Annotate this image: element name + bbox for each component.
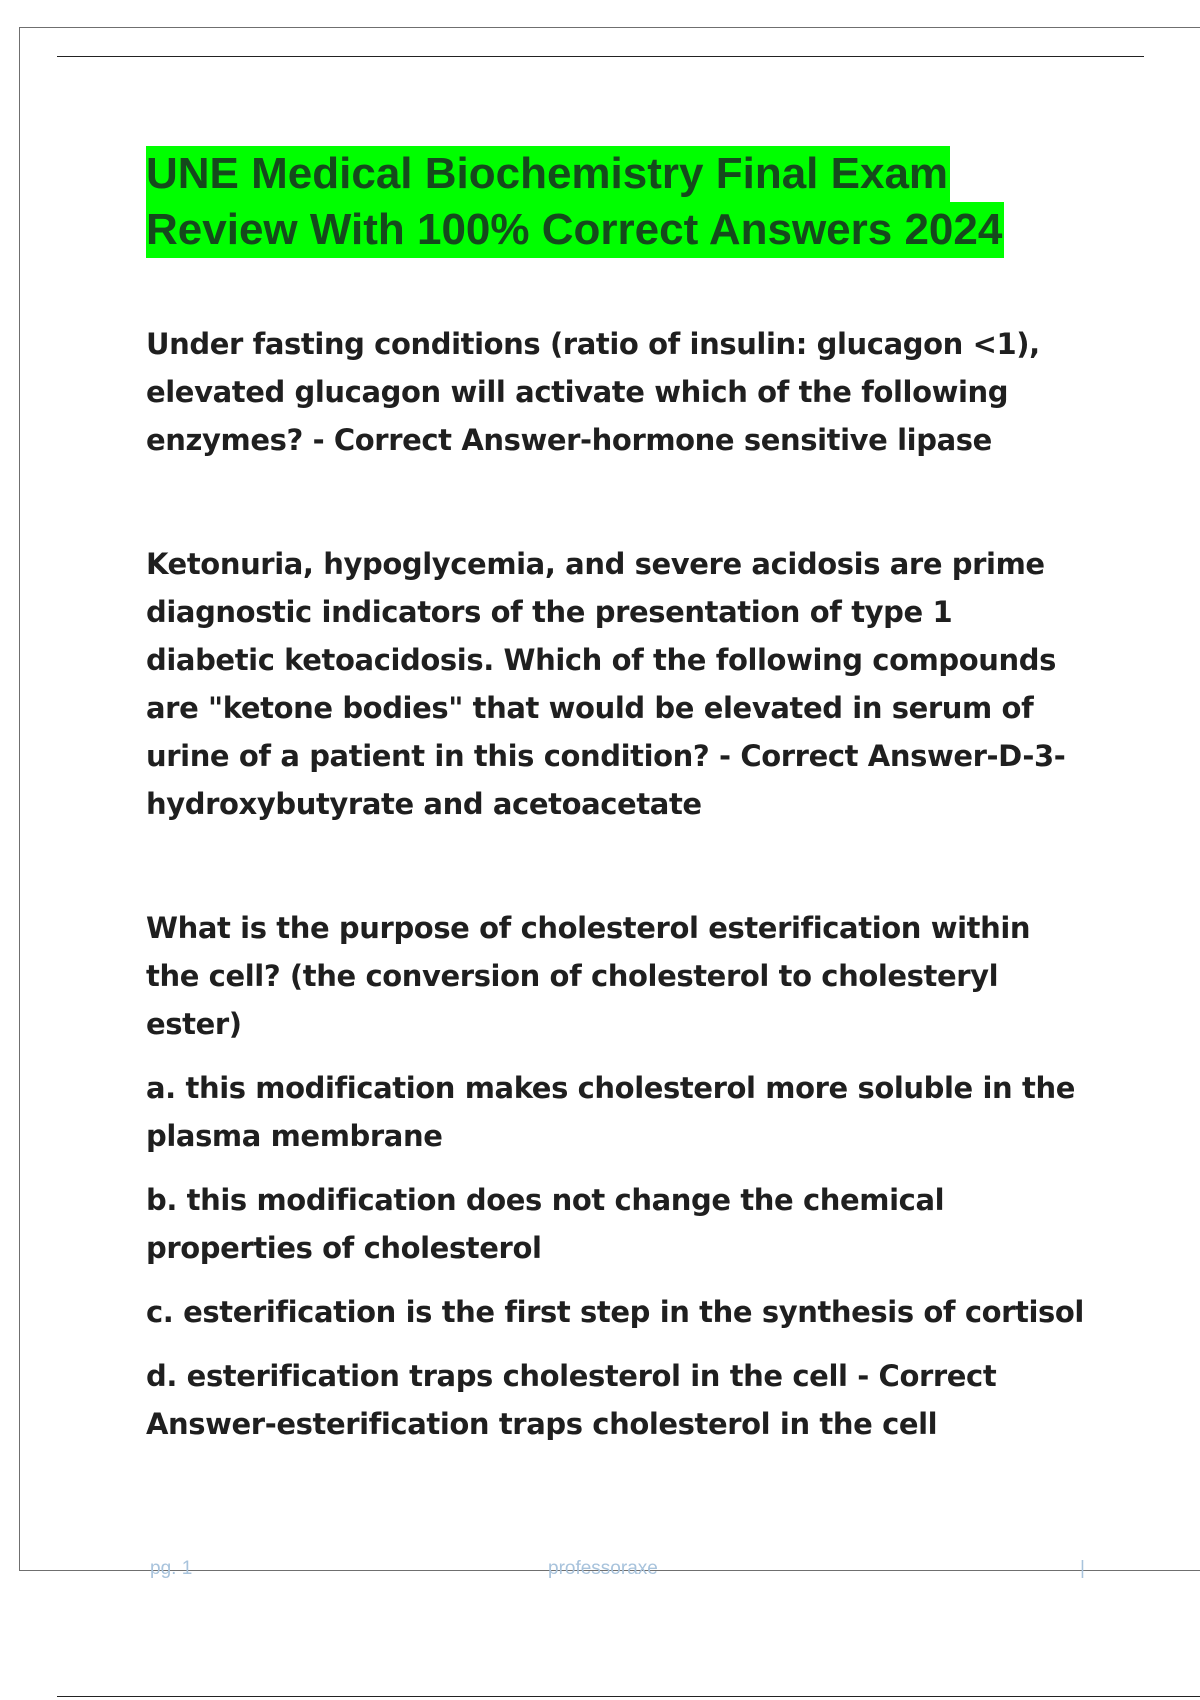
document-title — [146, 146, 1086, 258]
question-3 — [146, 904, 1086, 1448]
title-line-1: UNE Medical Biochemistry Final Exam — [146, 146, 950, 202]
footer-brand: professoraxe — [548, 1558, 658, 1579]
question-1: Under fasting conditions (ratio of insulin: glucagon <1), elevated glucagon will activate which of the following enzymes? - Correct Answer-hormone sensitive lipase — [146, 327, 1040, 457]
question-3-option-c: c. esterification is the first step in the synthesis of cortisol — [146, 1295, 1084, 1329]
question-3-option-b: b. this modification does not change the chemical properties of cholesterol — [146, 1183, 945, 1265]
question-3-option-d: d. esterification traps cholesterol in the cell - Correct Answer-esterification traps cholesterol in the cell — [146, 1359, 997, 1441]
footer-separator: | — [1080, 1558, 1085, 1579]
footer-page-number: pg. 1 — [150, 1558, 193, 1579]
question-2: Ketonuria, hypoglycemia, and severe acidosis are prime diagnostic indicators of the presentation of type 1 diabetic ketoacidosis. Which of the following compounds are "ketone bodies" that would be elevated in serum of urine of a patient in this condition? - Correct Answer-D-3-hydroxybutyrate and acetoacetate — [146, 547, 1066, 821]
question-list — [146, 320, 1086, 1448]
header-rule — [57, 56, 1144, 57]
question-3-stem: What is the purpose of cholesterol esterification within the cell? (the conversion of cholesterol to cholesteryl ester) — [146, 911, 1031, 1041]
title-line-2: Review With 100% Correct Answers 2024 — [146, 202, 1004, 258]
bottom-rule — [57, 1696, 1200, 1697]
question-3-option-a: a. this modification makes cholesterol more soluble in the plasma membrane — [146, 1071, 1075, 1153]
